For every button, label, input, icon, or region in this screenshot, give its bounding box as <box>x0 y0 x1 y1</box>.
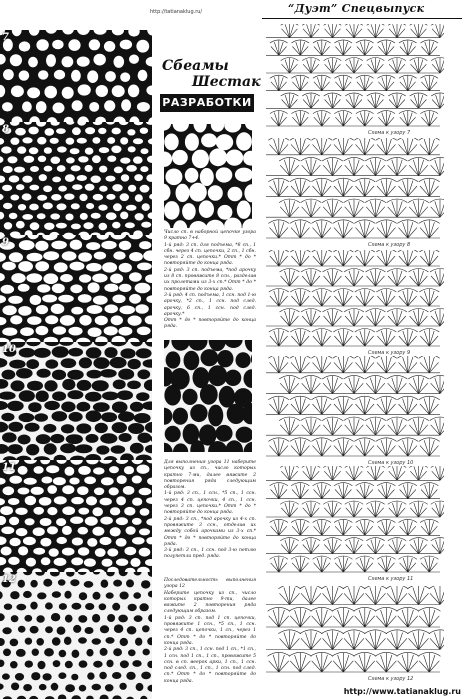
swatch-11-photo <box>0 460 152 572</box>
scheme-9-caption: Схема к узору 9 <box>368 350 411 356</box>
text-pattern-12: Последовательность выполнения узора 12 Наберите цепочку из сп., число которых кратно 9-ти, далее вяжите 2 повторения ряда следующим образом. 1-й ряд: 3 сп. под 1 сп. цепочки, провяжите 1 ссн., *5 сп., 1 ссн. через 4 сп. цепочки, 1 сп., через 1 сп.* Отт * до * повторяйте до конца ряда. 2-й ряд: 3 сп., 1 ссн. под 1 сп., *1 сп., 1 ссн. под 1 сп., 1 сп., провяжите 5 ссн. в сп. веерок арки, 1 сп., 1 ссн. под след. сп., 1 сп., 1 ссн. под след. сп.* Отт * до * повторяйте до конца ряда. <box>164 578 256 684</box>
scheme-8-caption: Схема к узору 8 <box>368 242 411 248</box>
scheme-10 <box>262 356 444 460</box>
swatch-9-texture <box>0 235 152 342</box>
scheme-12-diagram <box>262 586 444 676</box>
swatch-12-photo <box>0 572 152 699</box>
closeup-photo-1 <box>164 124 252 228</box>
scheme-9-diagram <box>262 250 444 350</box>
scheme-9 <box>262 250 444 350</box>
swatch-10-photo <box>0 342 152 460</box>
scheme-7-diagram <box>262 24 444 130</box>
swatch-number-12: 12 <box>2 574 16 585</box>
scheme-8 <box>262 138 444 242</box>
header-url: http://tatianaklug.ru/ <box>150 9 203 15</box>
logo-line-1: Сбеамы <box>162 58 229 74</box>
swatch-11-texture <box>0 460 152 572</box>
closeup-photo-2 <box>164 340 252 452</box>
text-pattern-9: Число сп. в наборной цепочке узора 9 кратно 7+4. 1-й ряд: 3 сп. для подъема, *8 сп., 1 сбн. через 4 сп. цепочки, 2 сп., 1 сбн. через 2 сп. цепочки.* Отт * до * повторяйте до конца ряда. 2-й ряд: 3 сп. подъема, *под арочку из 8 сп. провяжите 8 ссн., разделив их пролетами из 3-х сп.* Отт * до * повторяйте до конца ряда. 3-й ряд: 4 сп. подъема, 1 ссн. под 1-ю арочку, *2 сп., 1 ссн. под след. арочку, 6 сп., 1 ссн. под след. арочку.* Отт * до * повторяйте до конца ряда. <box>164 230 256 330</box>
swatch-8-texture <box>0 122 152 235</box>
scheme-12 <box>262 586 444 676</box>
header-rule <box>262 18 462 19</box>
swatch-8-photo <box>0 122 152 235</box>
swatch-number-7: 7 <box>2 32 9 43</box>
closeup-texture-2 <box>164 340 252 452</box>
swatch-number-11: 11 <box>2 462 16 473</box>
text-pattern-11: Для выполнения узора 11 наберите цепочку из сп., число которых кратно 7-ми, далее вяжите 2 повторения ряда следующим образом. 1-й ряд: 3 сп., 1 ссн., *5 сп., 1 ссн. через 4 сп. цепочки, 4 сп., 1 ссн. через 3 сп. цепочки.* Отт * до * повторяйте до конца ряда. 2-й ряд: 3 сп., *под арочку из 4-х сп. провяжите 3 ссн., отделив их между собой арочками из 3-х сп.* Отт * до * повторяйте до конца ряда. 3-й ряд: 3 сп., 1 ссн. под 3-ю петлю полупетли пред. ряда. <box>164 460 256 560</box>
scheme-7-caption: Схема к узору 7 <box>368 130 411 136</box>
swatch-9-photo <box>0 235 152 342</box>
swatch-number-10: 10 <box>2 344 16 355</box>
scheme-10-diagram <box>262 356 444 460</box>
closeup-texture-1 <box>164 124 252 228</box>
scheme-10-caption: Схема к узору 10 <box>368 460 414 466</box>
footer-url: http://www.tatianaklug.ru <box>343 687 461 696</box>
swatch-10-texture <box>0 342 152 460</box>
swatch-number-8: 8 <box>2 124 9 135</box>
scheme-11-caption: Схема к узору 11 <box>368 576 414 582</box>
scheme-12-caption: Схема к узору 12 <box>368 676 414 682</box>
scheme-11-diagram <box>262 466 444 576</box>
swatch-number-9: 9 <box>2 237 9 248</box>
scheme-11 <box>262 466 444 576</box>
magazine-title: “Дуэт” Спецвыпуск <box>288 2 425 15</box>
logo-banner: РАЗРАБОТКИ <box>160 94 254 112</box>
swatch-7-texture <box>0 30 152 122</box>
swatch-7-photo <box>0 30 152 122</box>
scheme-7 <box>262 24 444 130</box>
swatch-12-texture <box>0 572 152 699</box>
scheme-8-diagram <box>262 138 444 242</box>
logo-line-2: Шестак <box>192 74 261 90</box>
